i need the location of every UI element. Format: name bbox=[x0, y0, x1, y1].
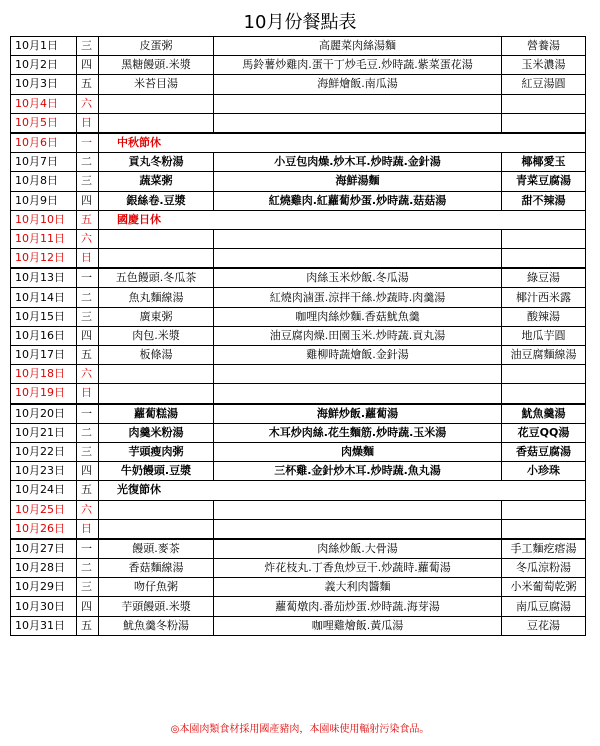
morning-snack-cell bbox=[99, 519, 214, 539]
weekday-cell: 四 bbox=[77, 56, 99, 75]
morning-snack-cell bbox=[99, 249, 214, 269]
date-cell: 10月19日 bbox=[11, 384, 77, 404]
table-row bbox=[11, 56, 586, 75]
morning-snack-cell: 五色饅頭.冬瓜茶 bbox=[99, 268, 214, 288]
date-cell: 10月2日 bbox=[11, 56, 77, 75]
weekday-cell: 二 bbox=[77, 288, 99, 307]
date-cell: 10月5日 bbox=[11, 113, 77, 133]
weekday-cell: 日 bbox=[77, 384, 99, 404]
afternoon-snack-cell bbox=[502, 229, 586, 248]
lunch-cell: 肉絲炒飯.大骨湯 bbox=[214, 539, 502, 559]
afternoon-snack-cell bbox=[502, 249, 586, 269]
weekday-cell: 一 bbox=[77, 404, 99, 424]
table-row bbox=[11, 307, 586, 326]
weekday-cell: 一 bbox=[77, 539, 99, 559]
weekday-cell: 二 bbox=[77, 153, 99, 172]
date-cell: 10月7日 bbox=[11, 153, 77, 172]
afternoon-snack-cell: 豆花湯 bbox=[502, 616, 586, 635]
weekday-cell: 三 bbox=[77, 172, 99, 191]
morning-snack-cell: 肉羹米粉湯 bbox=[99, 423, 214, 442]
lunch-cell: 海鮮炒飯.蘿蔔湯 bbox=[214, 404, 502, 424]
table-row bbox=[11, 288, 586, 307]
date-cell: 10月10日 bbox=[11, 210, 77, 229]
afternoon-snack-cell: 小珍珠 bbox=[502, 462, 586, 481]
morning-snack-cell: 饅頭.麥茶 bbox=[99, 539, 214, 559]
holiday-cell: 光復節休 bbox=[99, 481, 586, 500]
morning-snack-cell: 肉包.米漿 bbox=[99, 326, 214, 345]
morning-snack-cell bbox=[99, 500, 214, 519]
table-row bbox=[11, 462, 586, 481]
lunch-cell bbox=[214, 249, 502, 269]
table-row bbox=[11, 384, 586, 404]
morning-snack-cell: 芋頭饅頭.米漿 bbox=[99, 597, 214, 616]
morning-snack-cell: 吻仔魚粥 bbox=[99, 578, 214, 597]
afternoon-snack-cell: 地瓜芋圓 bbox=[502, 326, 586, 345]
table-row bbox=[11, 249, 586, 269]
morning-snack-cell bbox=[99, 365, 214, 384]
lunch-cell bbox=[214, 384, 502, 404]
table-row bbox=[11, 442, 586, 461]
weekday-cell: 五 bbox=[77, 616, 99, 635]
morning-snack-cell: 廣東粥 bbox=[99, 307, 214, 326]
afternoon-snack-cell: 甜不辣湯 bbox=[502, 191, 586, 210]
date-cell: 10月27日 bbox=[11, 539, 77, 559]
afternoon-snack-cell: 綠豆湯 bbox=[502, 268, 586, 288]
date-cell: 10月1日 bbox=[11, 37, 77, 56]
lunch-cell: 海鮮燴飯.南瓜湯 bbox=[214, 75, 502, 94]
weekday-cell: 六 bbox=[77, 500, 99, 519]
date-cell: 10月24日 bbox=[11, 481, 77, 500]
lunch-cell: 海鮮湯麵 bbox=[214, 172, 502, 191]
date-cell: 10月26日 bbox=[11, 519, 77, 539]
table-row bbox=[11, 404, 586, 424]
table-row bbox=[11, 578, 586, 597]
weekday-cell: 五 bbox=[77, 210, 99, 229]
lunch-cell: 蘿蔔燉肉.番茄炒蛋.炒時蔬.海芽湯 bbox=[214, 597, 502, 616]
table-row bbox=[11, 326, 586, 345]
lunch-cell: 油豆腐肉燥.田園玉米.炒時蔬.貢丸湯 bbox=[214, 326, 502, 345]
date-cell: 10月31日 bbox=[11, 616, 77, 635]
date-cell: 10月21日 bbox=[11, 423, 77, 442]
afternoon-snack-cell bbox=[502, 113, 586, 133]
morning-snack-cell: 皮蛋粥 bbox=[99, 37, 214, 56]
morning-snack-cell: 板條湯 bbox=[99, 346, 214, 365]
morning-snack-cell: 魷魚羹冬粉湯 bbox=[99, 616, 214, 635]
afternoon-snack-cell: 椰汁西米露 bbox=[502, 288, 586, 307]
afternoon-snack-cell bbox=[502, 384, 586, 404]
afternoon-snack-cell: 營養湯 bbox=[502, 37, 586, 56]
table-row bbox=[11, 229, 586, 248]
table-row bbox=[11, 500, 586, 519]
table-row bbox=[11, 113, 586, 133]
lunch-cell bbox=[214, 94, 502, 113]
holiday-cell: 中秋節休 bbox=[99, 133, 586, 153]
weekday-cell: 日 bbox=[77, 113, 99, 133]
date-cell: 10月25日 bbox=[11, 500, 77, 519]
morning-snack-cell bbox=[99, 229, 214, 248]
lunch-cell: 紅燒肉滷蛋.涼拌干絲.炒蔬時.肉羹湯 bbox=[214, 288, 502, 307]
table-row bbox=[11, 346, 586, 365]
date-cell: 10月29日 bbox=[11, 578, 77, 597]
lunch-cell: 雞柳時蔬燴飯.金針湯 bbox=[214, 346, 502, 365]
lunch-cell bbox=[214, 113, 502, 133]
afternoon-snack-cell: 紅豆湯圓 bbox=[502, 75, 586, 94]
morning-snack-cell: 貢丸冬粉湯 bbox=[99, 153, 214, 172]
afternoon-snack-cell: 手工麵疙瘩湯 bbox=[502, 539, 586, 559]
table-row bbox=[11, 365, 586, 384]
table-row bbox=[11, 268, 586, 288]
afternoon-snack-cell bbox=[502, 94, 586, 113]
afternoon-snack-cell: 魷魚羹湯 bbox=[502, 404, 586, 424]
lunch-cell bbox=[214, 229, 502, 248]
table-row bbox=[11, 559, 586, 578]
date-cell: 10月8日 bbox=[11, 172, 77, 191]
lunch-cell: 木耳炒肉絲.花生麵筋.炒時蔬.玉米湯 bbox=[214, 423, 502, 442]
date-cell: 10月12日 bbox=[11, 249, 77, 269]
lunch-cell: 義大利肉醬麵 bbox=[214, 578, 502, 597]
weekday-cell: 四 bbox=[77, 597, 99, 616]
morning-snack-cell: 魚丸麵線湯 bbox=[99, 288, 214, 307]
date-cell: 10月23日 bbox=[11, 462, 77, 481]
weekday-cell: 一 bbox=[77, 268, 99, 288]
lunch-cell bbox=[214, 365, 502, 384]
weekday-cell: 一 bbox=[77, 133, 99, 153]
weekday-cell: 五 bbox=[77, 481, 99, 500]
table-row bbox=[11, 539, 586, 559]
date-cell: 10月28日 bbox=[11, 559, 77, 578]
table-row bbox=[11, 94, 586, 113]
lunch-cell: 肉燥麵 bbox=[214, 442, 502, 461]
lunch-cell: 高麗菜肉絲湯麵 bbox=[214, 37, 502, 56]
table-row bbox=[11, 597, 586, 616]
table-row bbox=[11, 519, 586, 539]
lunch-cell: 咖哩雞燴飯.黃瓜湯 bbox=[214, 616, 502, 635]
afternoon-snack-cell: 香菇豆腐湯 bbox=[502, 442, 586, 461]
weekday-cell: 日 bbox=[77, 519, 99, 539]
morning-snack-cell: 蘿蔔糕湯 bbox=[99, 404, 214, 424]
weekday-cell: 三 bbox=[77, 578, 99, 597]
morning-snack-cell: 蔬菜粥 bbox=[99, 172, 214, 191]
afternoon-snack-cell: 玉米濃湯 bbox=[502, 56, 586, 75]
afternoon-snack-cell: 花豆QQ湯 bbox=[502, 423, 586, 442]
weekday-cell: 六 bbox=[77, 365, 99, 384]
morning-snack-cell bbox=[99, 384, 214, 404]
weekday-cell: 三 bbox=[77, 37, 99, 56]
date-cell: 10月22日 bbox=[11, 442, 77, 461]
afternoon-snack-cell: 酸辣湯 bbox=[502, 307, 586, 326]
date-cell: 10月17日 bbox=[11, 346, 77, 365]
footer-note: ◎本園肉類食材採用國產豬肉，本園味使用輻射污染食品。 bbox=[170, 724, 430, 735]
morning-snack-cell: 香菇麵線湯 bbox=[99, 559, 214, 578]
lunch-cell bbox=[214, 519, 502, 539]
morning-snack-cell: 芋頭瘦肉粥 bbox=[99, 442, 214, 461]
afternoon-snack-cell: 南瓜豆腐湯 bbox=[502, 597, 586, 616]
weekday-cell: 三 bbox=[77, 307, 99, 326]
date-cell: 10月6日 bbox=[11, 133, 77, 153]
date-cell: 10月3日 bbox=[11, 75, 77, 94]
weekday-cell: 四 bbox=[77, 326, 99, 345]
lunch-cell: 紅燒雞肉.紅蘿蔔炒蛋.炒時蔬.菇菇湯 bbox=[214, 191, 502, 210]
weekday-cell: 二 bbox=[77, 559, 99, 578]
morning-snack-cell: 銀絲卷.豆漿 bbox=[99, 191, 214, 210]
weekday-cell: 六 bbox=[77, 94, 99, 113]
page-title: 10月份餐點表 bbox=[243, 12, 357, 33]
morning-snack-cell: 米苔目湯 bbox=[99, 75, 214, 94]
table-row bbox=[11, 153, 586, 172]
date-cell: 10月16日 bbox=[11, 326, 77, 345]
table-row bbox=[11, 616, 586, 635]
morning-snack-cell: 黑糖饅頭.米漿 bbox=[99, 56, 214, 75]
afternoon-snack-cell: 油豆腐麵線湯 bbox=[502, 346, 586, 365]
afternoon-snack-cell bbox=[502, 500, 586, 519]
table-row bbox=[11, 75, 586, 94]
morning-snack-cell bbox=[99, 94, 214, 113]
lunch-cell: 炸花枝丸.丁香魚炒豆干.炒蔬時.蘿蔔湯 bbox=[214, 559, 502, 578]
afternoon-snack-cell: 小米葡萄乾粥 bbox=[502, 578, 586, 597]
lunch-cell: 肉絲玉米炒飯.冬瓜湯 bbox=[214, 268, 502, 288]
weekday-cell: 四 bbox=[77, 191, 99, 210]
date-cell: 10月4日 bbox=[11, 94, 77, 113]
afternoon-snack-cell: 青菜豆腐湯 bbox=[502, 172, 586, 191]
table-row bbox=[11, 423, 586, 442]
weekday-cell: 二 bbox=[77, 423, 99, 442]
date-cell: 10月20日 bbox=[11, 404, 77, 424]
weekday-cell: 五 bbox=[77, 346, 99, 365]
lunch-cell: 小豆包肉燥.炒木耳.炒時蔬.金針湯 bbox=[214, 153, 502, 172]
table-row bbox=[11, 210, 586, 229]
afternoon-snack-cell bbox=[502, 519, 586, 539]
holiday-cell: 國慶日休 bbox=[99, 210, 586, 229]
table-row bbox=[11, 191, 586, 210]
afternoon-snack-cell bbox=[502, 365, 586, 384]
afternoon-snack-cell: 冬瓜涼粉湯 bbox=[502, 559, 586, 578]
table-row bbox=[11, 481, 586, 500]
lunch-cell: 馬鈴薯炒雞肉.蛋干丁炒毛豆.炒時蔬.紫菜蛋花湯 bbox=[214, 56, 502, 75]
lunch-cell: 咖哩肉絲炒麵.香菇魷魚羹 bbox=[214, 307, 502, 326]
date-cell: 10月9日 bbox=[11, 191, 77, 210]
weekday-cell: 三 bbox=[77, 442, 99, 461]
table-row bbox=[11, 37, 586, 56]
weekday-cell: 五 bbox=[77, 75, 99, 94]
date-cell: 10月14日 bbox=[11, 288, 77, 307]
morning-snack-cell bbox=[99, 113, 214, 133]
lunch-cell: 三杯雞.金針炒木耳.炒時蔬.魚丸湯 bbox=[214, 462, 502, 481]
weekday-cell: 四 bbox=[77, 462, 99, 481]
date-cell: 10月18日 bbox=[11, 365, 77, 384]
date-cell: 10月13日 bbox=[11, 268, 77, 288]
date-cell: 10月15日 bbox=[11, 307, 77, 326]
table-row bbox=[11, 172, 586, 191]
table-row bbox=[11, 133, 586, 153]
date-cell: 10月11日 bbox=[11, 229, 77, 248]
weekday-cell: 日 bbox=[77, 249, 99, 269]
lunch-cell bbox=[214, 500, 502, 519]
weekday-cell: 六 bbox=[77, 229, 99, 248]
afternoon-snack-cell: 椰椰愛玉 bbox=[502, 153, 586, 172]
meal-table bbox=[10, 36, 586, 636]
morning-snack-cell: 牛奶饅頭.豆漿 bbox=[99, 462, 214, 481]
date-cell: 10月30日 bbox=[11, 597, 77, 616]
